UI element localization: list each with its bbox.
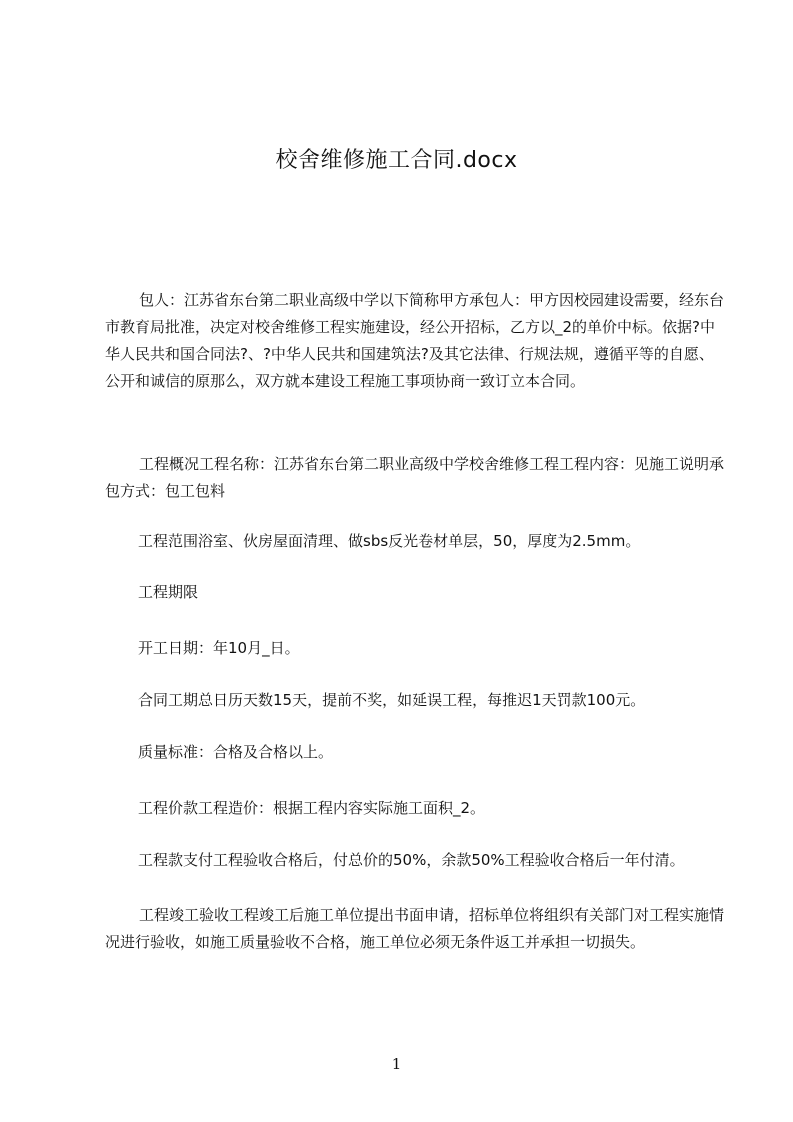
paragraph-intro: 包人：江苏省东台第二职业高级中学以下简称甲方承包人：甲方因校园建设需要，经东台市教育局批准，决定对校舍维修工程实施建设，经公开招标，乙方以_2的单价中标。依据?中华人民共和国合同法?、?中华人民共和国建筑法?及其它法律、行规法规，遵循平等的自愿、公开和诚信的原那么，双方就本建设工程施工事项协商一致订立本合同。 — [105, 291, 725, 390]
page-number: 1 — [391, 1055, 402, 1073]
paragraph-duration: 合同工期总日历天数15天，提前不奖，如延误工程，每推迟1天罚款100元。 — [138, 691, 646, 709]
document-title: 校舍维修施工合同.docx — [275, 148, 518, 173]
paragraph-quality-standard: 质量标准：合格及合格以上。 — [138, 743, 334, 761]
paragraph-project-overview: 工程概况工程名称：江苏省东台第二职业高级中学校舍维修工程工程内容：见施工说明承包方式：包工包料 — [105, 455, 725, 500]
paragraph-project-period-heading: 工程期限 — [138, 583, 199, 601]
paragraph-project-scope: 工程范围浴室、伙房屋面清理、做sbs反光卷材单层，50，厚度为2.5mm。 — [138, 532, 641, 550]
paragraph-completion-acceptance: 工程竣工验收工程竣工后施工单位提出书面申请，招标单位将组织有关部门对工程实施情况进行验收，如施工质量验收不合格，施工单位必须无条件返工并承担一切损失。 — [105, 906, 725, 951]
paragraph-project-price: 工程价款工程造价：根据工程内容实际施工面积_2。 — [138, 799, 486, 817]
paragraph-payment: 工程款支付工程验收合格后，付总价的50%，余款50%工程验收合格后一年付清。 — [138, 851, 685, 869]
paragraph-start-date: 开工日期：年10月_日。 — [138, 639, 300, 657]
